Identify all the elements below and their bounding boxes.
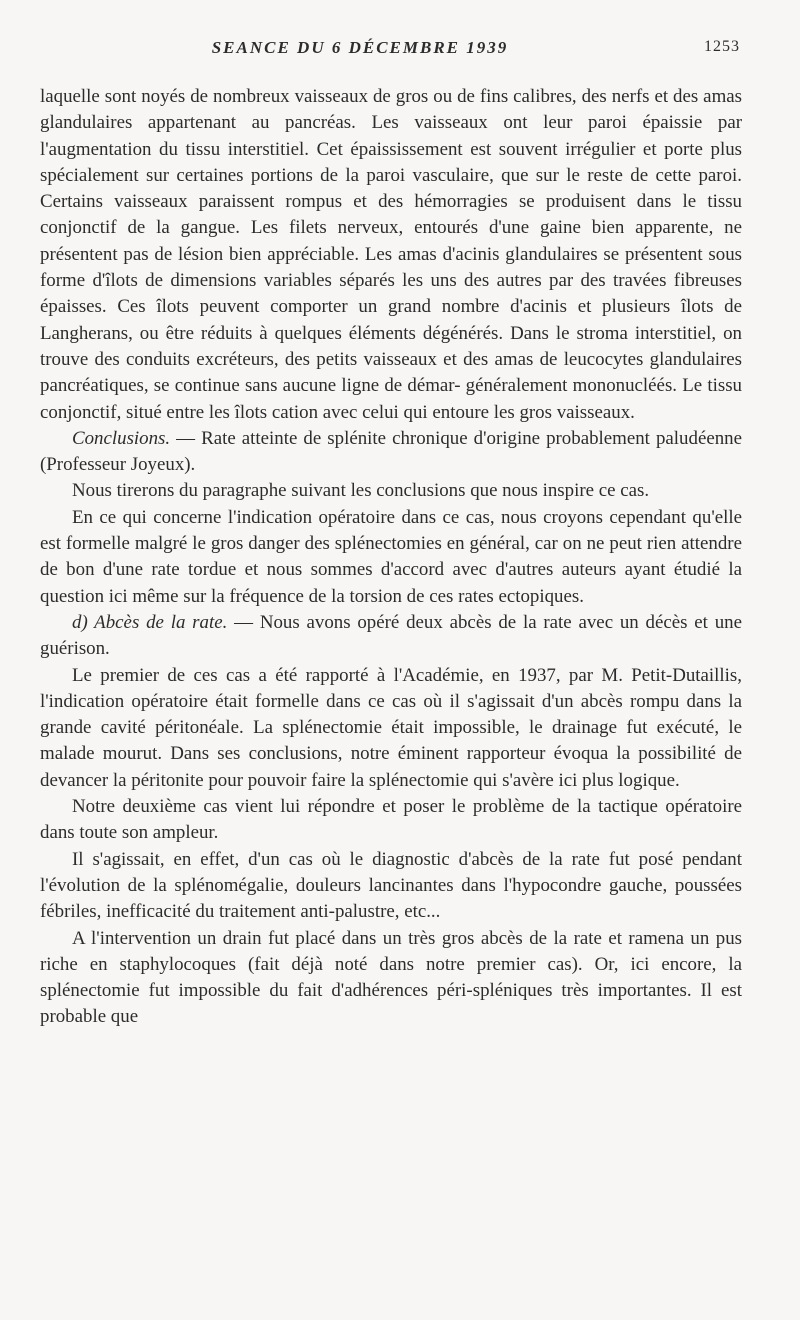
body-text <box>40 84 742 1031</box>
paragraph-3 <box>40 478 742 504</box>
paragraph-6-text: Le premier de ces cas a été rapporté à l'Académie, en 1937, par M. Petit-Dutaillis, l'indication opératoire était formelle dans ce cas où il s'agissait d'un abcès rompu dans la grande cavité péritonéale. La splénectomie était impossible, le drainage fut exécuté, le malade mourut. Dans ses conclusions, notre éminent rapporteur évoqua la possibilité de devancer la péritonite pour pouvoir faire la splénectomie qui s'avère ici plus logique. <box>40 664 742 791</box>
paragraph-9-text: A l'intervention un drain fut placé dans un très gros abcès de la rate et ramena un pus riche en staphylocoques (fait déjà noté dans notre premier cas). Or, ici encore, la splénectomie fut impossible du fait d'adhérences péri-spléniques très importantes. Il est probable que <box>40 927 742 1028</box>
paragraph-7 <box>40 794 742 847</box>
paragraph-abces-lead: d) Abcès de la rate. <box>72 611 228 633</box>
paragraph-conclusions <box>40 426 742 479</box>
paragraph-conclusions-lead: Conclusions. <box>72 427 171 449</box>
paragraph-conclusions-text: — Rate atteinte de splénite chronique d'origine probablement paludéenne (Professeur Joyeux). <box>40 427 742 476</box>
page-number: 1253 <box>704 38 740 55</box>
paragraph-6 <box>40 663 742 794</box>
paragraph-4 <box>40 505 742 610</box>
paragraph-abces <box>40 610 742 663</box>
paragraph-3-text: Nous tirerons du paragraphe suivant les conclusions que nous inspire ce cas. <box>72 480 650 502</box>
paragraph-1-text: laquelle sont noyés de nombreux vaisseaux de gros ou de fins calibres, des nerfs et des amas glandulaires appartenant au pancréas. Les vaisseaux ont leur paroi épaissie par l'augmentation du tissu interstitiel. Cet épaississement est souvent irrégulier et porte plus spécialement sur certaines portions de la paroi vasculaire, que sur le reste de cette paroi. Certains vaisseaux paraissent rompus et des hémorragies se produisent dans le tissu conjonctif de la gangue. Les filets nerveux, entourés d'une gaine bien apparente, ne présentent pas de lésion bien appréciable. Les amas d'acinis glandulaires se présentent sous forme d'îlots de dimensions variables séparés les uns des autres par des travées fibreuses épaisses. Ces îlots peuvent comporter un grand nombre d'acinis et plusieurs îlots de Langherans, ou être réduits à quelques éléments dégénérés. Dans le stroma interstitiel, on trouve des conduits excréteurs, des petits vaisseaux et des amas de leucocytes glandulaires pancréatiques, se continue sans aucune ligne de démar- généralement mononucléés. Le tissu conjonctif, situé entre les îlots cation avec celui qui entoure les gros vaisseaux. <box>40 86 742 423</box>
paragraph-8 <box>40 847 742 926</box>
running-header <box>40 38 740 62</box>
paragraph-9 <box>40 926 742 1031</box>
paragraph-1 <box>40 84 742 426</box>
paragraph-7-text: Notre deuxième cas vient lui répondre et poser le problème de la tactique opératoire dans toute son ampleur. <box>40 796 742 844</box>
paragraph-4-text: En ce qui concerne l'indication opératoire dans ce cas, nous croyons cependant qu'elle est formelle malgré le gros danger des splénectomies en général, car on ne peut rien attendre de bon d'une rate tordue et nous sommes d'accord avec d'autres auteurs ayant étudié la question ici même sur la fréquence de la torsion de ces rates ectopiques. <box>40 506 742 607</box>
paragraph-abces-text: — Nous avons opéré deux abcès de la rate avec un décès et une guérison. <box>40 611 742 660</box>
paragraph-8-text: Il s'agissait, en effet, d'un cas où le diagnostic d'abcès de la rate fut posé pendant l'évolution de la splénomégalie, douleurs lancinantes dans l'hypocondre gauche, poussées fébriles, inefficacité du traitement anti-palustre, etc... <box>40 848 742 923</box>
running-title: SEANCE DU 6 DÉCEMBRE 1939 <box>211 38 509 57</box>
